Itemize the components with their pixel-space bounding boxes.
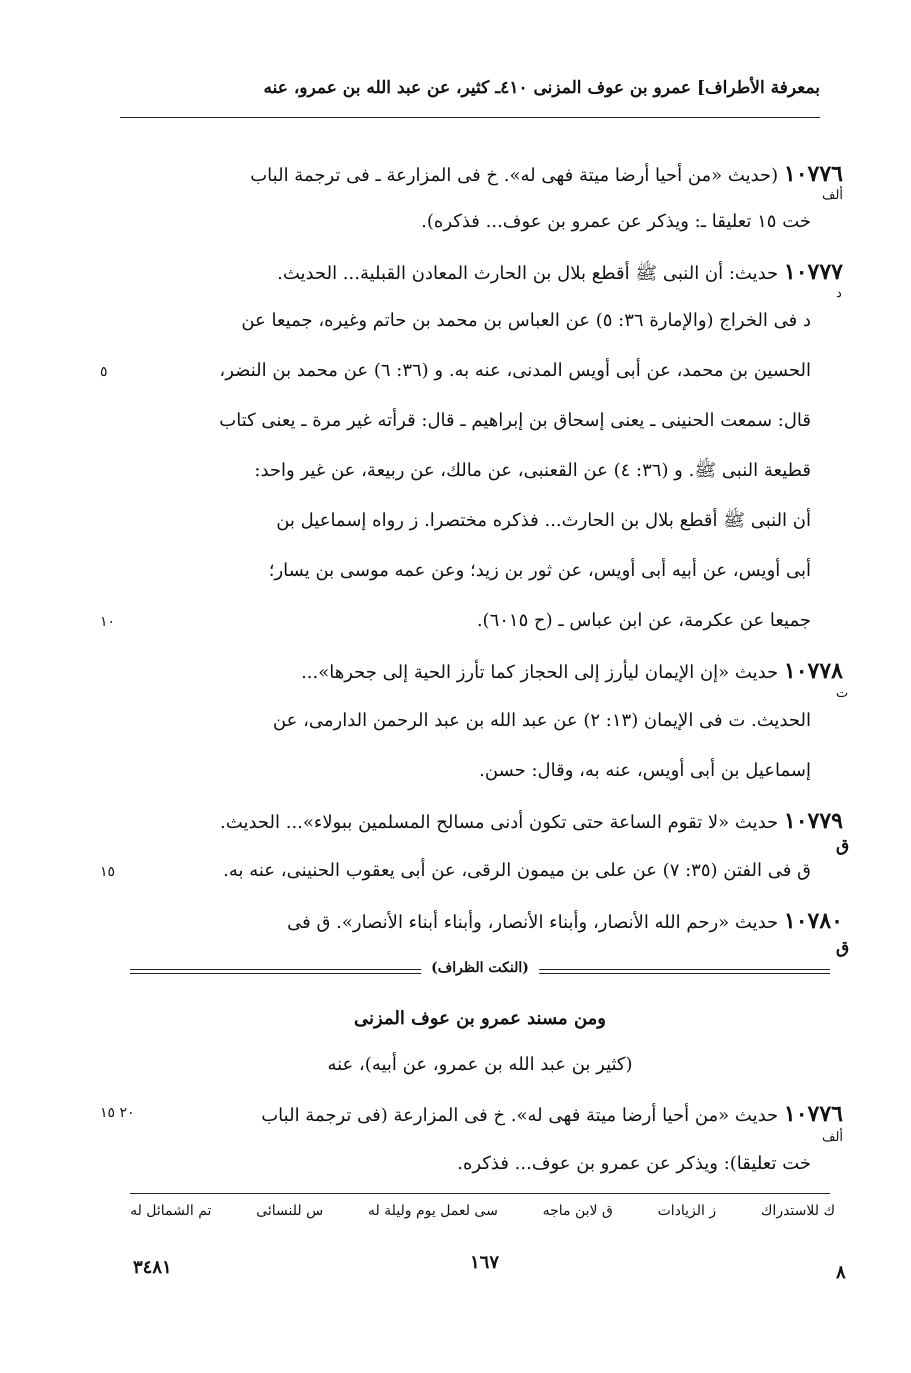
margin-note: ت xyxy=(836,686,849,701)
line-text: قطيعة النبى ﷺ. و (٣٦: ٤) عن القعنبى، عن مالك، عن ربيعة، عن غير واحد: xyxy=(254,460,811,481)
entry-number: ١٠٧٧٩ xyxy=(783,808,843,834)
entry-10778 xyxy=(143,657,843,687)
line-text: حديث «لا تقوم الساعة حتى تكون أدنى مسالح المسلمين ببولاء»... الحديث. xyxy=(220,812,784,833)
line-text: جميعا عن عكرمة، عن ابن عباس ـ (ح ٦٠١٥). xyxy=(476,610,811,631)
line-text: حديث: أن النبى ﷺ أقطع بلال بن الحارث المعادن القبلية... الحديث. xyxy=(277,263,784,284)
line-number: ٥ xyxy=(100,364,108,380)
divider-label: (النكت الظراف) xyxy=(421,960,539,976)
line-text: خت تعليقا): ويذكر عن عمرو بن عوف... فذكره. xyxy=(457,1153,811,1174)
entry-line xyxy=(143,557,811,585)
abbrev-item: سى لعمل يوم وليلة له xyxy=(367,1203,498,1219)
footnote-rule xyxy=(130,1193,830,1194)
margin-note: ألف xyxy=(822,188,844,203)
margin-note: ق xyxy=(836,836,850,856)
margin-note: ق xyxy=(836,938,850,958)
entry-number: ١٠٧٧٦ xyxy=(783,1101,843,1127)
line-text: قال: سمعت الحنينى ـ يعنى إسحاق بن إبراهيم ـ قال: قرأته غير مرة ـ يعنى كتاب xyxy=(219,410,811,431)
abbrev-item: ز الزيادات xyxy=(657,1203,717,1219)
entry-line xyxy=(143,208,811,236)
entry-line xyxy=(143,757,811,785)
line-text: حديث «إن الإيمان ليأرز إلى الحجاز كما تأرز الحية إلى جحرها»... xyxy=(301,662,784,683)
line-number: ١٥ xyxy=(100,864,116,880)
abbreviation-key xyxy=(130,1203,835,1219)
entry-line xyxy=(143,307,811,335)
entry-line xyxy=(143,507,811,535)
line-text: ق فى الفتن (٣٥: ٧) عن على بن ميمون الرقى، عن أبى يعقوب الحنينى، عنه به. xyxy=(223,860,811,881)
entry-10779 xyxy=(143,807,843,837)
line-text: أبى أويس، عن أبيه أبى أويس، عن ثور بن زيد؛ وعن عمه موسى بن يسار؛ xyxy=(268,560,811,581)
entry-number: ١٠٧٧٦ xyxy=(783,161,843,187)
line-text: الحسين بن محمد، عن أبى أويس المدنى، عنه به. و (٣٦: ٦) عن محمد بن النضر، xyxy=(219,360,811,381)
entry-line xyxy=(143,407,811,435)
page-number: ١٦٧ xyxy=(470,1252,500,1273)
line-text: (حديث «من أحيا أرضا ميتة فهى له». خ فى المزارعة ـ فى ترجمة الباب xyxy=(250,165,784,186)
section-subtitle: (كثير بن عبد الله بن عمرو، عن أبيه)، عنه xyxy=(327,1054,633,1075)
line-text: إسماعيل بن أبى أويس، عنه به، وقال: حسن. xyxy=(479,760,811,781)
margin-note: د xyxy=(836,286,842,301)
entry-line xyxy=(143,857,811,885)
line-text: خت ١٥ تعليقا ـ: ويذكر عن عمرو بن عوف... فذكره). xyxy=(421,211,811,232)
nukat-line xyxy=(143,1150,811,1178)
header-title: بمعرفة الأطراف] عمرو بن عوف المزنى ٤١٠ـ كثير، عن عبد الله بن عمرو، عنه xyxy=(263,78,820,98)
line-text: الحديث. ت فى الإيمان (١٣: ٢) عن عبد الله بن عبد الرحمن الدارمى، عن xyxy=(272,710,811,731)
entry-line xyxy=(143,607,811,635)
entry-10777 xyxy=(143,258,843,288)
line-text: أن النبى ﷺ أقطع بلال بن الحارث... فذكره مختصرا. ز رواه إسماعيل بن xyxy=(276,510,811,531)
nukat-entry-10776 xyxy=(143,1100,843,1130)
serial-number: ٣٤٨١ xyxy=(133,1257,172,1278)
abbrev-item: س للنسائى xyxy=(256,1203,324,1219)
abbrev-item: ك للاستدراك xyxy=(760,1203,835,1219)
line-text: حديث «من أحيا أرضا ميتة فهى له». خ فى المزارعة (فى ترجمة الباب xyxy=(261,1105,784,1126)
entry-line xyxy=(143,457,811,485)
entry-line xyxy=(143,707,811,735)
header-rule xyxy=(120,117,820,118)
entry-number: ١٠٧٧٨ xyxy=(783,658,843,684)
running-header xyxy=(120,78,820,118)
entry-number: ١٠٧٨٠ xyxy=(783,908,843,934)
entry-number: ١٠٧٧٧ xyxy=(783,259,843,285)
margin-note: ألف xyxy=(822,1130,844,1145)
line-number: ٢٠ ١٥ xyxy=(100,1105,135,1121)
abbrev-item: ق لابن ماجه xyxy=(542,1203,613,1219)
line-number: ١٠ xyxy=(100,614,116,630)
nukat-divider xyxy=(130,960,830,984)
section-title: ومن مسند عمرو بن عوف المزنى xyxy=(354,1008,606,1029)
line-text: د فى الخراج (والإمارة ٣٦: ٥) عن العباس بن محمد بن حاتم وغيره، جميعا عن xyxy=(241,310,811,331)
abbrev-item: تم الشمائل له xyxy=(130,1203,212,1219)
entry-10780 xyxy=(143,907,843,937)
line-text: حديث «رحم الله الأنصار، وأبناء الأنصار، وأبناء أبناء الأنصار». ق فى xyxy=(287,912,784,933)
entry-10776 xyxy=(143,160,843,190)
volume-number: ٨ xyxy=(836,1262,846,1283)
entry-line xyxy=(143,357,811,385)
